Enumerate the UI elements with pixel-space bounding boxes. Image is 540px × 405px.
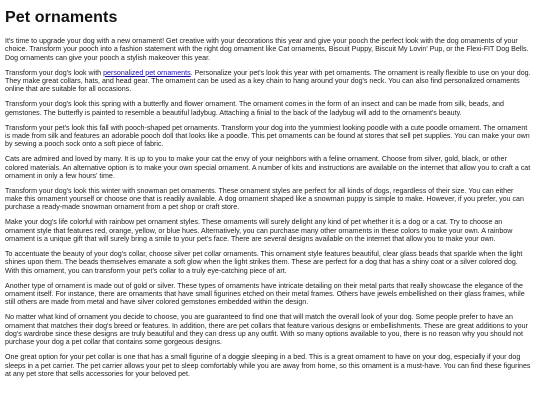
paragraph-intro: It's time to upgrade your dog with a new ornament! Get creative with your decorations this year and give your pooch the perfect look with the dog ornaments of your choice. Transform your pooch into a fashion statement with the right dog ornament like Cat ornaments, Biscuit Puppy, Biscuit My Lovin' Pup, or the Flexi-FIT Dog Bells. Dog ornaments can give your pooch a stylish makeover this year.	[5, 37, 529, 62]
paragraph-personalized	[5, 69, 532, 94]
personalized-pet-ornaments-link[interactable]: personalized pet ornaments	[103, 68, 191, 77]
paragraph-butterfly: Transform your dog's look this spring with a butterfly and flower ornament. The ornament comes in the form of an insect and can be made from silk, beads, and gemstones. The butterfly is painted to resemble a beautiful ladybug. Attaching a finial to the back of the ladybug will add to the ornament's beauty.	[5, 100, 504, 117]
paragraph-gold-silver: Another type of ornament is made out of gold or silver. These types of ornaments have intricate detailing on their metal parts that really showcase the elegance of the ornament itself. For instance, there are ornaments that have small figurines etched on their metal frames. Others have jewels embellished on their glass frames, while still others are made from metal and have silver colored gemstones embedded within the design.	[5, 281, 525, 307]
paragraph-text-before-link: Transform your dog's look with	[5, 68, 104, 77]
paragraph-rainbow: Make your dog's life colorful with rainbow pet ornament styles. These ornaments will surely delight any kind of pet whether it is a dog or a cat. Try to choose an ornament style that features red, orange, yellow, or blue hues. Alternatively, you can purchase many other ornaments in these colors to make your own. A rainbow ornament is a unique gift that will surely bring a smile to your pet's face. There are several designs available on the internet that allow you to make your own.	[5, 218, 513, 244]
paragraph-snowman: Transform your dog's look this winter with snowman pet ornaments. These ornament styles are perfect for all kinds of dogs, regardless of their size. You can either make this ornament yourself or choose one that is readily available. A dog ornament shaped like a snowman puppy is simple to make. However, if you prefer, you can purchase a ready-made snowman ornament from a pet shop or craft store.	[5, 186, 524, 212]
paragraph-cats: Cats are admired and loved by many. It is up to you to make your cat the envy of your neighbors with a feline ornament. Choose from silver, gold, black, or other colored materials. An alternative option is to make your own special ornament. A number of kits and instructions are available on the internet that allow you to craft a cat ornament in only a few hours' time.	[5, 155, 531, 180]
paragraph-silver-collar: To accentuate the beauty of your dog's collar, choose silver pet collar ornaments. This ornament style features beautiful, clear glass beads that sparkle when the light shines upon them. The beads themselves emanate a soft glow when the light strikes them. These are perfect for a dog that has a shiny coat or a silver colored dog. With this ornament, you can transform your pet's collar to a truly eye-catching piece of art.	[5, 250, 523, 275]
paragraph-text-after-link: . Personalize your pet's look this year with pet ornaments. The ornament is really flexible to use on your dog. They make great collars, hats, and head gear. The ornament can be used as a key chain to hang around your dog's neck. You can also find personalized ornaments online that are suitable for all occasions.	[5, 68, 531, 94]
paragraph-figurine: One great option for your pet collar is one that has a small figurine of a doggie sleeping in a bed. This is a great ornament to have on your dog, especially if your dog sleeps in a pet carrier. The pet carrier allows your pet to sleep comfortably while you are away from home, so this ornament is a must-have. You can find these figurines at any pet store that sells accessories for your beloved pet.	[5, 353, 531, 378]
paragraph-choose: No matter what kind of ornament you decide to choose, you are guaranteed to find one that will match the overall look of your dog. Some people prefer to have an ornament that matches their dog's breed or features. In addition, there are pet collars that feature various designs or embellishments. These are great additions to your dog's wardrobe since these designs are truly beautiful and they can dress up any outfit. With so many options available to you, there is no reason why you should not purchase your dog a pet collar that contains some gorgeous designs.	[5, 313, 528, 347]
paragraph-poodle: Transform your pet's look this fall with pooch-shaped pet ornaments. Transform your dog into the yummiest looking poodle with a cute poodle ornament. The ornament is made from silk and features an adorable pooch doll that looks like a poodle. This pet ornaments can be found at stores that sell pet supplies. You can make your own by sewing a pooch sock onto a soft piece of fabric.	[5, 123, 530, 149]
page-title: Pet ornaments	[5, 9, 118, 26]
